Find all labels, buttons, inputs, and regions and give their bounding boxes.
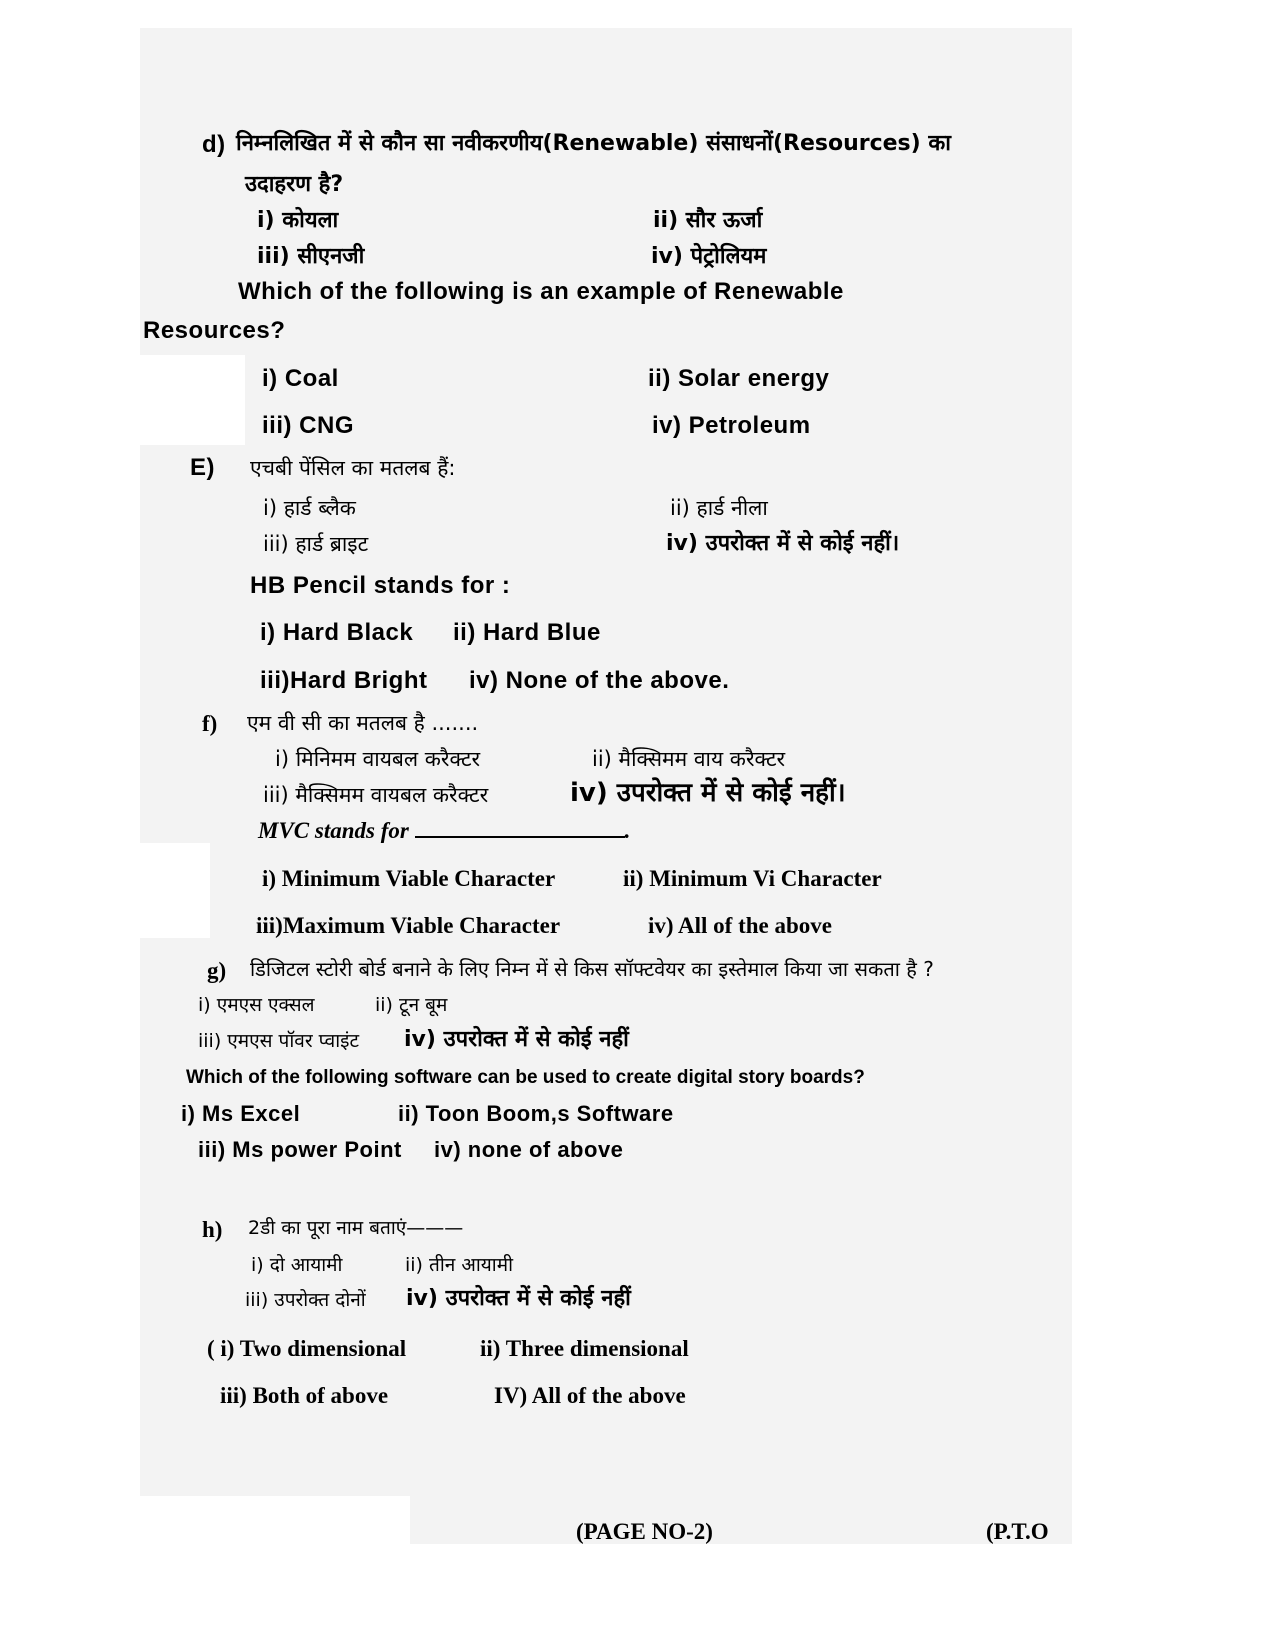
english-option: ii) Toon Boom,s Software bbox=[398, 1101, 674, 1126]
question-label: d) bbox=[202, 131, 226, 158]
english-option: iii) Both of above bbox=[220, 1383, 389, 1408]
hindi-option: iv) उपरोक्त में से कोई नहीं bbox=[406, 1286, 631, 1311]
hindi-option: iii) एमएस पॉवर प्वाइंट bbox=[198, 1030, 360, 1052]
english-option: i) Coal bbox=[262, 365, 339, 392]
english-question: Resources? bbox=[143, 317, 286, 344]
english-question-end: . bbox=[624, 818, 631, 843]
hindi-option: ii) तीन आयामी bbox=[405, 1254, 513, 1276]
hindi-option: iv) उपरोक्त में से कोई नहीं bbox=[404, 1027, 629, 1052]
english-option: ii) Hard Blue bbox=[453, 619, 601, 646]
english-option: iii) CNG bbox=[262, 412, 354, 439]
english-option: ( i) Two dimensional bbox=[207, 1336, 407, 1361]
hindi-option: iii) हार्ड ब्राइट bbox=[263, 532, 369, 556]
english-option: i) Hard Black bbox=[260, 619, 414, 646]
english-question bbox=[258, 818, 630, 843]
question-label: f) bbox=[202, 711, 218, 736]
english-question: Which of the following software can be used to create digital story boards? bbox=[186, 1067, 865, 1088]
page-background-footer bbox=[410, 1496, 1072, 1544]
white-notch bbox=[140, 355, 245, 445]
hindi-option: ii) सौर ऊर्जा bbox=[653, 208, 763, 233]
english-option: i) Ms Excel bbox=[181, 1101, 301, 1126]
hindi-option: i) एमएस एक्सल bbox=[198, 994, 315, 1016]
english-option: iii)Maximum Viable Character bbox=[256, 913, 561, 938]
question-label: h) bbox=[202, 1217, 223, 1242]
hindi-option: iii) मैक्सिमम वायबल करैक्टर bbox=[263, 783, 489, 807]
hindi-question: एचबी पेंसिल का मतलब हैं: bbox=[250, 456, 456, 480]
hindi-option: iv) पेट्रोलियम bbox=[651, 244, 767, 269]
english-option: ii) Three dimensional bbox=[480, 1336, 689, 1361]
hindi-question: निम्नलिखित में से कौन सा नवीकरणीय(Renewable) संसाधनों(Resources) का bbox=[236, 131, 951, 156]
hindi-option: ii) मैक्सिमम वाय करैक्टर bbox=[592, 747, 786, 771]
english-option: i) Minimum Viable Character bbox=[262, 866, 556, 891]
hindi-option: i) मिनिमम वायबल करैक्टर bbox=[275, 747, 481, 771]
blank-line bbox=[415, 835, 625, 838]
hindi-option: iii) सीएनजी bbox=[257, 244, 365, 269]
hindi-option: i) दो आयामी bbox=[251, 1254, 343, 1276]
english-option: ii) Solar energy bbox=[648, 365, 830, 392]
hindi-question: डिजिटल स्टोरी बोर्ड बनाने के लिए निम्न में से किस सॉफ्टवेयर का इस्तेमाल किया जा सकता है ? bbox=[250, 957, 934, 981]
hindi-question: उदाहरण है? bbox=[245, 172, 344, 197]
hindi-option: iv) उपरोक्त में से कोई नहीं। bbox=[666, 531, 900, 556]
pto-label: (P.T.O bbox=[986, 1519, 1049, 1544]
english-option: iii) Ms power Point bbox=[198, 1137, 402, 1162]
english-question: HB Pencil stands for : bbox=[250, 572, 511, 599]
english-option: iv) All of the above bbox=[648, 913, 832, 938]
white-notch bbox=[140, 843, 210, 938]
hindi-option: iv) उपरोक्त में से कोई नहीं। bbox=[570, 778, 846, 808]
english-question: Which of the following is an example of Renewable bbox=[238, 278, 844, 305]
english-option: ii) Minimum Vi Character bbox=[623, 866, 882, 891]
english-option: iii)Hard Bright bbox=[260, 667, 428, 694]
hindi-option: i) हार्ड ब्लैक bbox=[263, 496, 356, 520]
english-option: iv) None of the above. bbox=[469, 667, 730, 694]
hindi-question: 2डी का पूरा नाम बताएं——— bbox=[248, 1217, 464, 1239]
question-label: E) bbox=[190, 454, 215, 481]
hindi-question: एम वी सी का मतलब है ....... bbox=[247, 711, 479, 735]
hindi-option: iii) उपरोक्त दोनों bbox=[245, 1289, 366, 1311]
page-number: (PAGE NO-2) bbox=[576, 1519, 713, 1544]
english-option: IV) All of the above bbox=[494, 1383, 686, 1408]
question-label: g) bbox=[207, 958, 227, 983]
hindi-option: ii) हार्ड नीला bbox=[670, 496, 768, 520]
hindi-option: ii) टून बूम bbox=[375, 994, 448, 1016]
english-option: iv) none of above bbox=[434, 1137, 624, 1162]
hindi-option: i) कोयला bbox=[257, 208, 339, 233]
english-option: iv) Petroleum bbox=[652, 412, 811, 439]
english-question-text: MVC stands for bbox=[258, 818, 409, 843]
